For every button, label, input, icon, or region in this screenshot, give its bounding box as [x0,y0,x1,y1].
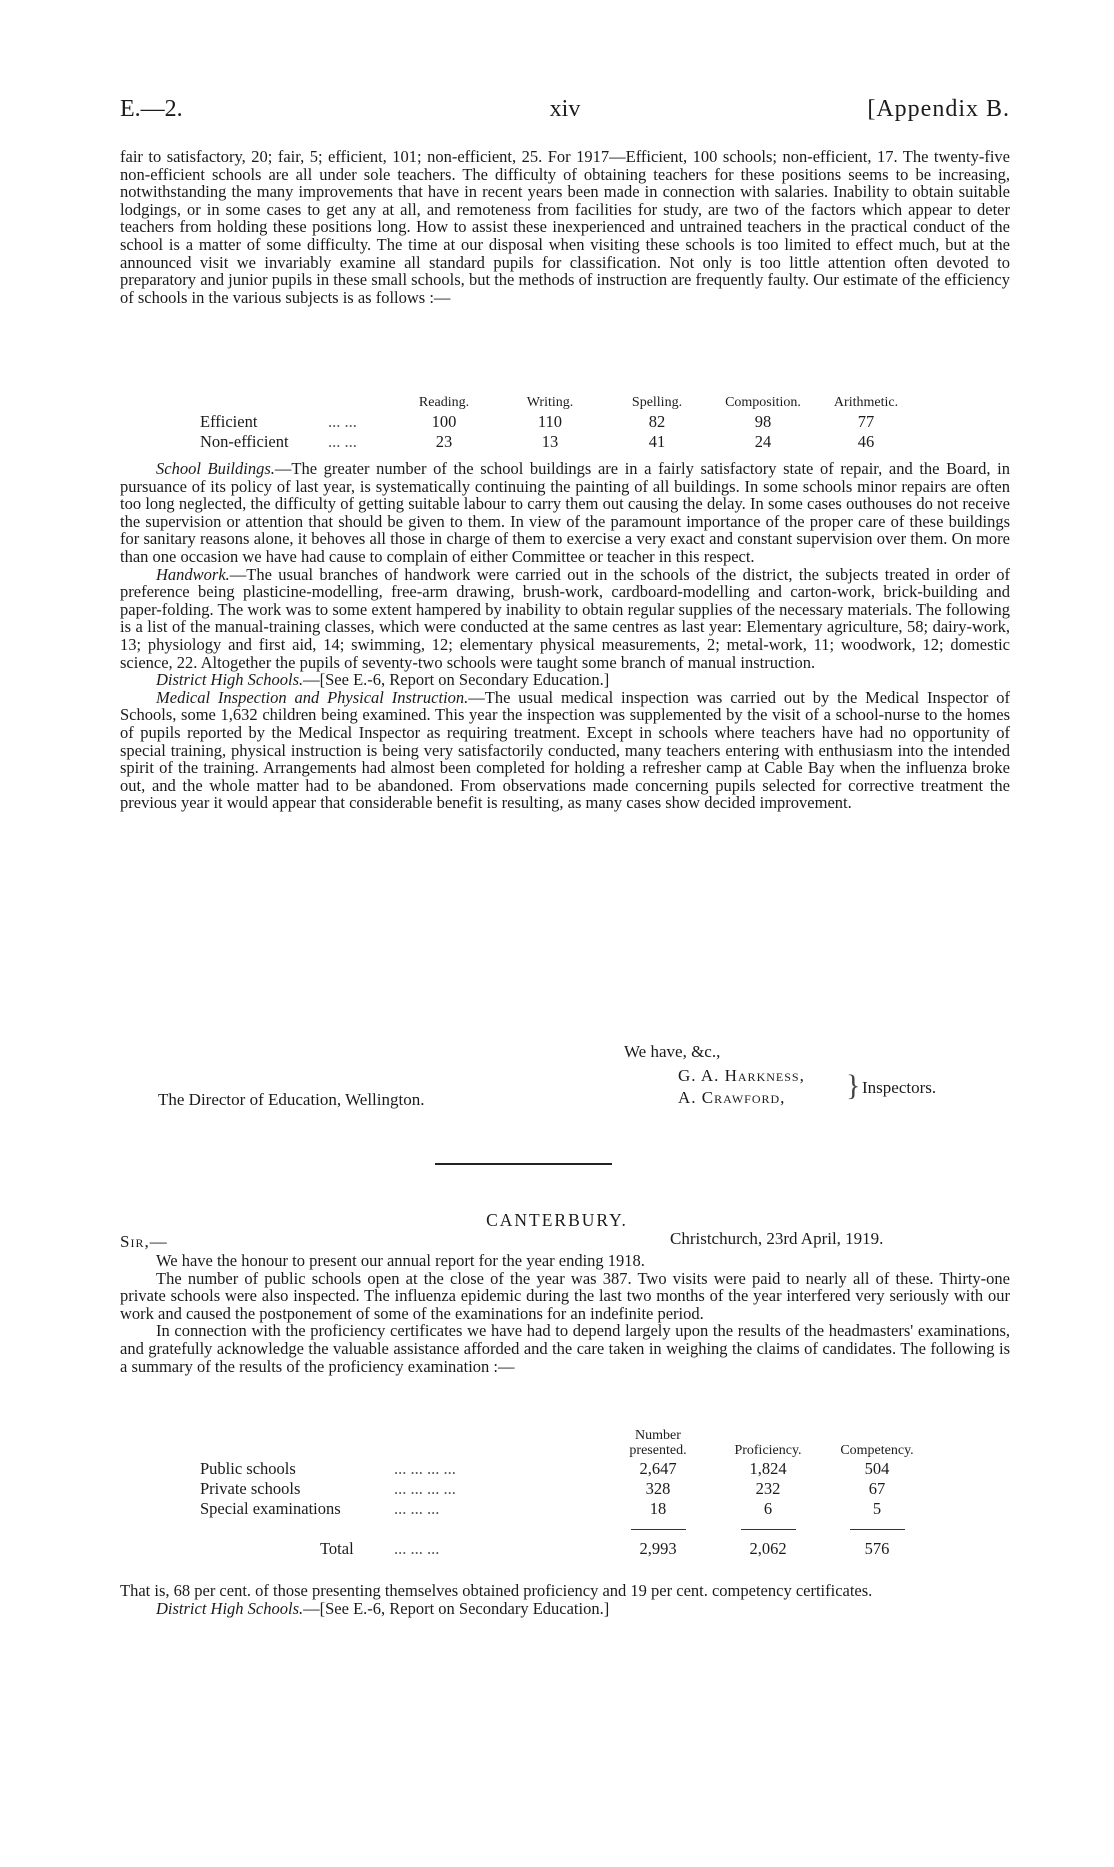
section-text: —The usual branches of handwork were carried out in the schools of the district, the subjects treated in order of preference being plasticine-modelling, free-arm drawing, brush-work, cardboard-modelling and carton-work, brick-building and paper-folding. The work was to some extent hampered by inability to obtain regular supplies of the necessary materials. The following is a list of the manual-training classes, which were conducted at the same centres as last year: Elementary agriculture, 58; dairy-work, 13; physiology and first aid, 14; swimming, 12; elementary physical measurements, 2; metal-work, 11; woodwork, 12; domestic science, 22. Altogether the pupils of seventy-two schools were taught some branch of manual instruction. [120,564,1010,672]
section-text: —[See E.-6, Report on Secondary Education.] [303,670,610,690]
we-have-line: We have, &c., [624,1042,721,1061]
table-cell: 98 [754,412,772,431]
table-cell: 2,062 [749,1538,787,1558]
col-header: Writing. [526,394,574,410]
subtotal-rule-row [200,1519,928,1539]
col-header: Proficiency. [734,1443,802,1458]
table-cell: 2,647 [639,1459,677,1478]
dot-leader: ... ... [328,432,357,451]
row-label: Private schools [200,1479,301,1498]
col-header: Composition. [725,394,801,410]
subtotal-rule [850,1529,905,1530]
table-row [200,1479,928,1499]
salutation: Sir,— [120,1232,168,1251]
table-cell: 67 [868,1479,886,1498]
school-buildings-paragraph [120,460,1010,566]
col-header: Reading. [418,394,470,410]
row-label: Non-efficient [200,432,289,451]
table-cell: 13 [541,432,559,451]
canterbury-paragraph-3: In connection with the proficiency certificates we have had to depend largely upon the results of the headmasters' examinations, and gratefully acknowledge the valuable assistance afforded and the care taken in weighing the claims of candidates. The following is a summary of the results of the proficiency examination :— [120,1321,1010,1376]
row-label: Special examinations [200,1499,341,1518]
total-row [200,1539,928,1559]
table-row [200,1499,928,1519]
canterbury-paragraph-4: That is, 68 per cent. of those presenting themselves obtained proficiency and 19 per cent. competency certificates. [120,1581,873,1600]
section-heading: Medical Inspection and Physical Instruction. [156,687,469,707]
efficiency-table [200,393,914,452]
table-cell: 504 [864,1459,890,1478]
table-cell: 110 [537,412,563,431]
page-number: xiv [549,96,581,122]
row-label: Efficient [200,412,258,431]
table-row [200,412,914,432]
signatory-2: A. Crawford, [678,1088,786,1107]
dot-leader: ... ... ... ... [394,1479,456,1498]
table-cell: 82 [648,412,666,431]
addressee: The Director of Education, Wellington. [158,1090,425,1109]
table-row [200,1459,928,1479]
section-text: —The greater number of the school buildings are in a fairly satisfactory state of repair, and the Board, in pursuance of its policy of last year, is systematically continuing the painting of all buildings. In some schools minor repairs are often too long neglected, the difficulty of getting suitable labour to carry them out causing the delay. In some cases outhouses do not receive the supervision or attention that should be given to them. In view of the paramount importance of the proper care of these buildings for sanitary reasons alone, it behoves all those in charge of them to exercise a very exact and constant supervision over them. On more than one occasion we have had cause to complain of either Committee or teacher in this respect. [120,459,1010,566]
section-divider [435,1163,612,1165]
inspectors-role: Inspectors. [862,1078,937,1097]
body-sections [120,460,1010,812]
subtotal-rule [631,1529,686,1530]
table-cell: 6 [763,1499,773,1518]
col-header: Arithmetic. [833,394,899,410]
canterbury-closing [120,1582,1010,1617]
proficiency-table [200,1427,928,1559]
table-cell: 328 [645,1479,671,1498]
col-header: Number presented. [629,1428,687,1458]
document-code: E.—2. [120,96,183,122]
canterbury-dhs-paragraph [120,1600,1010,1618]
signatory-1: G. A. Harkness, [678,1066,805,1085]
efficiency-table-header [200,393,914,412]
col-header: Competency. [840,1443,914,1458]
dot-leader: ... ... ... [394,1538,440,1558]
canterbury-title: CANTERBURY. [486,1210,628,1230]
table-cell: 77 [857,412,875,431]
table-cell: 18 [649,1499,667,1518]
table-cell: 41 [648,432,666,451]
appendix-label: [Appendix B. [867,96,1010,122]
handwork-paragraph [120,566,1010,672]
section-heading: School Buildings. [156,459,275,478]
intro-paragraph-block [120,148,1010,306]
table-cell: 2,993 [639,1538,677,1558]
dot-leader: ... ... [328,412,357,431]
medical-inspection-paragraph [120,689,1010,812]
table-cell: 576 [864,1538,890,1558]
col-header: Spelling. [631,394,683,410]
place-date: Christchurch, 23rd April, 1919. [670,1229,884,1248]
table-cell: 46 [857,432,875,451]
proficiency-table-header [200,1427,928,1459]
table-cell: 5 [872,1499,882,1518]
brace-glyph: } [846,1069,861,1102]
section-text: —[See E.-6, Report on Secondary Education.] [303,1598,610,1618]
row-label: Public schools [200,1459,296,1478]
section-text: —The usual medical inspection was carried out by the Medical Inspector of Schools, some 1,632 children being examined. This year the inspection was supplemented by the visit of a school-nurse to the homes of pupils reported by the Medical Inspector as requiring treatment. Except in schools where teachers have had no opportunity of special training, physical instruction is being very satisfactorily conducted, many teachers entering with enthusiasm into the intended spirit of the training. Arrangements had almost been completed for holding a refresher camp at Cable Bay when the influenza broke out, and the whole matter had to be abandoned. From observations made concerning pupils selected for corrective treatment the previous year it would appear that considerable benefit is resulting, as many cases show decided improvement. [120,687,1010,813]
table-cell: 100 [431,412,457,431]
canterbury-paragraph-2: The number of public schools open at the close of the year was 387. Two visits were paid to nearly all of these. Thirty-one private schools were also inspected. The influenza epidemic during the last two months of the year interfered very seriously with our work and caused the postponement of some of the examinations for an indefinite period. [120,1268,1010,1323]
table-cell: 1,824 [749,1459,787,1478]
dot-leader: ... ... ... [394,1499,440,1518]
canterbury-intro [120,1252,1010,1375]
intro-paragraph: fair to satisfactory, 20; fair, 5; efficient, 101; non-efficient, 25. For 1917—Efficient, 100 schools; non-efficient, 17. The twenty-five non-efficient schools are all under sole teachers. The difficulty of obtaining teachers for these positions seems to be increasing, notwithstanding the many improvements that have in recent years been made in connection with salaries. Inability to obtain suitable lodgings, or in some cases to get any at all, and remoteness from facilities for study, are two of the factors which appear to deter teachers from holding these positions long. How to assist these inexperienced and untrained teachers in the practical conduct of the school is a matter of some difficulty. The time at our disposal when visiting these schools is too limited to effect much, but at the announced visit we invariably examine all standard pupils for classification. Not only is too little attention often devoted to preparatory and junior pupils in these small schools, but the methods of instruction are frequently faulty. Our estimate of the efficiency of schools in the various subjects is as follows :— [120,147,1010,307]
table-cell: 232 [755,1479,781,1498]
section-heading: District High Schools. [156,670,304,690]
row-label: Total [320,1538,354,1558]
canterbury-paragraph-1: We have the honour to present our annual report for the year ending 1918. [156,1251,645,1270]
dot-leader: ... ... ... ... [394,1459,456,1478]
table-cell: 23 [435,432,453,451]
table-row [200,432,914,452]
district-high-schools-paragraph [120,671,1010,689]
section-heading: Handwork. [156,564,230,584]
table-cell: 24 [754,432,772,451]
page-header [120,96,1010,132]
subtotal-rule [741,1529,796,1530]
section-heading: District High Schools. [156,1598,304,1618]
